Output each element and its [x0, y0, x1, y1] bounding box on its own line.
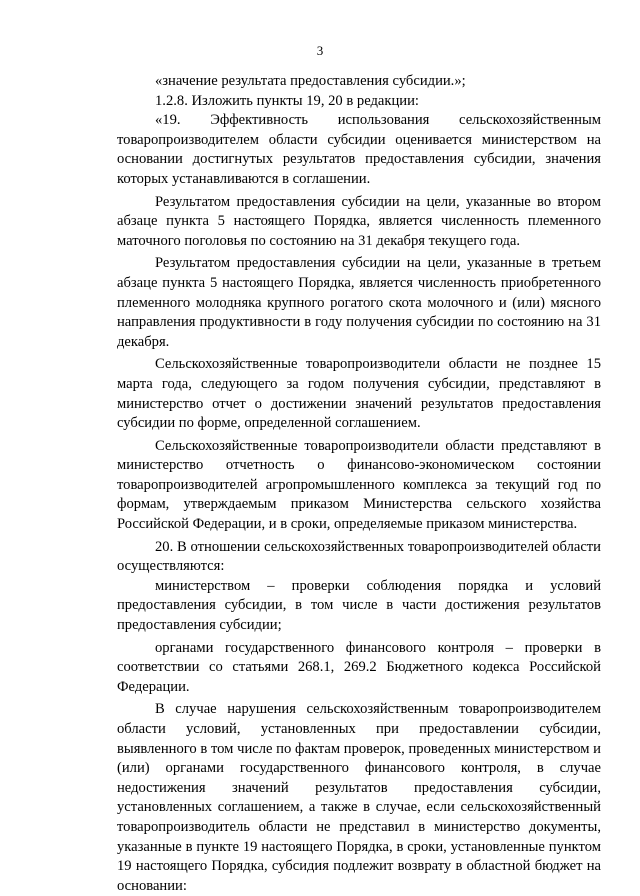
paragraph-item-20: 20. В отношении сельскохозяйственных товаропроизводителей области осуществляются:: [117, 538, 601, 575]
paragraph-report-deadline: Сельскохозяйственные товаропроизводители области не позднее 15 марта года, следующего за годом получения субсидии, представляют в министерство отчет о достижении значений результатов предоставления субсидии по форме, определенной соглашением.: [117, 356, 601, 432]
paragraph-amendment-heading: 1.2.8. Изложить пункты 19, 20 в редакции:: [155, 92, 419, 109]
paragraph-result-second: Результатом предоставления субсидии на цели, указанные во втором абзаце пункта 5 настоящего Порядка, является численность племенного маточного поголовья по состоянию на 31 декабря текущего года.: [117, 193, 601, 249]
paragraph-item-19: «19. Эффективность использования сельскохозяйственным товаропроизводителем области субсидии оценивается министерством на основании достигнутых результатов предоставления субсидии, значения которых устанавливаются в соглашении.: [117, 112, 601, 187]
paragraph-state-control: органами государственного финансового контроля – проверки в соответствии со статьями 268.1, 269.2 Бюджетного кодекса Российской Федерации.: [117, 639, 601, 695]
paragraph-ministry-checks: министерством – проверки соблюдения порядка и условий предоставления субсидии, в том числе в части достижения результатов предоставления субсидии;: [117, 577, 601, 634]
page-number: 3: [316, 43, 324, 58]
paragraph-quote-end: «значение результата предоставления субсидии.»;: [155, 73, 466, 89]
paragraph-financial-reporting: Сельскохозяйственные товаропроизводители области представляют в министерство отчетность о финансово-экономическом состоянии товаропроизводителей агропромышленного комплекса за текущий год по формам, утверждаемым приказом Министерства сельского хозяйства Российской Федерации, и в сроки, определяемые приказом министерства.: [117, 437, 601, 533]
paragraph-violation-return: В случае нарушения сельскохозяйственным товаропроизводителем области условий, установленных при предоставлении субсидии, выявленного в том числе по фактам проверок, проведенных министерством и (или) органами государственного финансового контроля, в случае недостижения значений результатов предоставления субсидии, установленных соглашением, а также в случае, если сельскохозяйственный товаропроизводитель области не представил в министерство документы, указанные в пункте 19 настоящего Порядка, в сроки, установленные пунктом 19 настоящего Порядка, субсидия подлежит возврату в областной бюджет на основании:: [117, 701, 601, 894]
paragraph-result-third: Результатом предоставления субсидии на цели, указанные в третьем абзаце пункта 5 настоящего Порядка, является численность приобретенного племенного молодняка крупного рогатого скота молочного и (или) мясного направления продуктивности в году получения субсидии по состоянию на 31 декабря.: [117, 255, 601, 350]
document-body: [117, 72, 601, 896]
